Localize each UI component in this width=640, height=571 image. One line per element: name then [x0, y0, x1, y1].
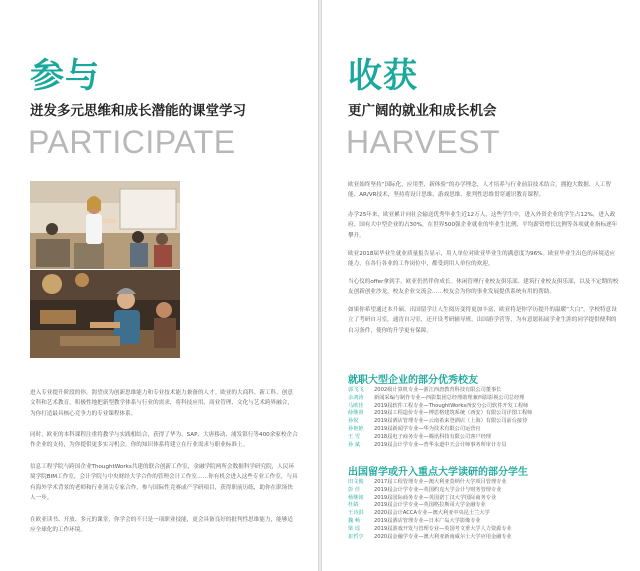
list-item: 杜婧 2019届会计学专业—英国格拉斯哥大学金融专业 [348, 502, 486, 509]
participate-title-cn: 参与 [30, 56, 100, 96]
list-item: 孙艳艳 2019届新闻学专业—华为技术有限公司运营官 [348, 425, 481, 432]
participate-paragraph-1: 进入专业提升阶段的你，渴望成为创新思维能力和专业技术能力兼备的人才。欧亚的大商科、新工科、创意文科和艺术教育，积极性地把新型教学体系与行业的需求，将科技应用、商业管理、文化与艺术跨界融合，为你打造最具核心竞争力的专业课程体系。 [30, 390, 293, 417]
list-item: 薛继贤 2019届工程造价专业—博思格建筑系统（西安）有限公司详图工程师 [348, 410, 533, 417]
right-page [322, 0, 640, 571]
participate-subtitle: 迸发多元思维和成长潜能的课堂学习 [30, 103, 246, 119]
harvest-title-en: HARVEST [346, 124, 501, 160]
list-item: 崔哲亨 2020届金融学专业—澳大利亚新南威尔士大学应用金融专业 [348, 533, 512, 540]
harvest-paragraph-1: 欧亚始终坚持“国际化、应用型、新体验”的办学理念，人才培养与行业前沿技术结合，拥抱大数据、人工智能、AR/VR技术，坚持将设计思维、游戏思维、批判性思维贯穿通识教育课程。 [348, 182, 612, 199]
list-item: 郭飞飞 2002级计算机专业—浙江西唐教育科技有限公司董事长 [348, 387, 502, 393]
harvest-paragraph-5: 如果你希望通过本升硕、出国留学让人生阅历变得更加丰富，欧亚将是你学历提升的温暖“大白”，学校特意设立了考研自习室，通宵自习室，还开设考研辅导班，出国游学营等，为有意愿拓展学业生涯的同学提供便利的自习条件，使你的升学更有保障。 [348, 307, 617, 334]
alumni-list [348, 387, 628, 449]
list-item: 余鸿涛 新闻采编与制作专业—西影集团总经理助理兼西影影视公司总经理 [348, 394, 525, 401]
list-item: 孙 斌 2019届会计学专业—普华永道中天会计师事务所审计专员 [348, 441, 507, 448]
classroom-photo [30, 181, 180, 269]
left-page [0, 0, 318, 571]
section-alumni-title: 就职大型企业的部分优秀校友 [348, 375, 478, 386]
harvest-paragraph-2: 办学25年来，欧亚累计向社会输送优秀毕业生近12万人，这些学生中，进入外资企业的学生占12%，进入政府、国有大中型企业的占30%，在世界500强企业就业的毕业生比例、平均薪资增长比例等各项就业指标逐年攀升。 [348, 212, 618, 239]
participate-title-en: PARTICIPATE [28, 124, 236, 160]
list-item: 田文俊 2017届工程管理专业—澳大利亚莫纳什大学项目管理专业 [348, 479, 507, 485]
participate-paragraph-3: 信息工程学院与跨国企业ThoughtWorks共建的联合创新工作室，金融学院两所会数据科学研究院，人民环境学院BIM工作室，会计学院与中央财经大学合作的管理会计工作室……你有机会进入这些专业工作室，与具有海外学术背景的老师和行业顶尖专家合作，参与国际性竞赛或产学研项目，获得职前历练，助你在职场快人一步。 [30, 464, 298, 502]
harvest-subtitle: 更广阔的就业和成长机会 [348, 103, 497, 119]
workshop-photo [30, 270, 180, 358]
harvest-paragraph-3: 欧亚2018届毕业生就业质量报告显示，用人单位对欧亚毕业生的满意度为96%。欧亚毕业生出色的环境适应能力，在各行各业的工作岗位中，都受到用人单位的欢迎。 [348, 251, 616, 268]
section-study-abroad-title: 出国留学或升入重点大学读研的部分学生 [348, 467, 528, 478]
participate-paragraph-2: 同时，欧亚的本科课程注重将教学与实践相结合，获得了华为、SAP、大唐移动、浦发银行等400余家校企合作企业的支持，为你提供更多实习机会，你的知识体系将建立在行业需求与职业标准上。 [30, 432, 298, 449]
list-item: 马欧佳 2019届软件工程专业—ThoughtWorks西安分公司软件开发工程师 [348, 402, 529, 409]
study-abroad-list [348, 479, 628, 541]
list-item: 王诗淇 2020届会计ACCA专业—澳大利亚中央昆士兰大学 [348, 510, 490, 517]
participate-paragraph-4: 在欧亚读书、开放、多元的课堂，你学会的不只是一项职业技能，更会具备良好的批判性思维能力，能够适应全球化的工作环境。 [30, 517, 293, 534]
list-item: 王 雪 2018届电子商务专业—腾讯科技有限公司客户经理 [348, 433, 491, 440]
list-item: 彭 佳 2019届会计学专业—英国约克大学会计与财务管理专业 [348, 486, 502, 493]
list-item: 魏 畅 2019届酒店管理专业—日本广岛大学影像专业 [348, 517, 481, 524]
list-item: 孙悦 2019届酒店管理专业—云南希来登酒店（上海）有限公司前台接待 [348, 418, 528, 425]
harvest-title-cn: 收获 [348, 56, 418, 96]
list-item: 杨继铭 2019届国际商务专业—英国诺丁汉大学国际商务专业 [348, 494, 497, 501]
list-item: 梁 瑶 2019届游戏开发与管理专业—英国考文垂大学人力资源专业 [348, 525, 512, 532]
harvest-paragraph-4: 当心仪的offer拿到手，欧亚仍然伴你成长。休闲管理行业校友俱乐部、建筑行业校友俱乐部，以及不定期的校友创新创业沙龙，校友企业交流会……校友会为你的事业发展提供系统有用的帮助。 [348, 279, 619, 296]
